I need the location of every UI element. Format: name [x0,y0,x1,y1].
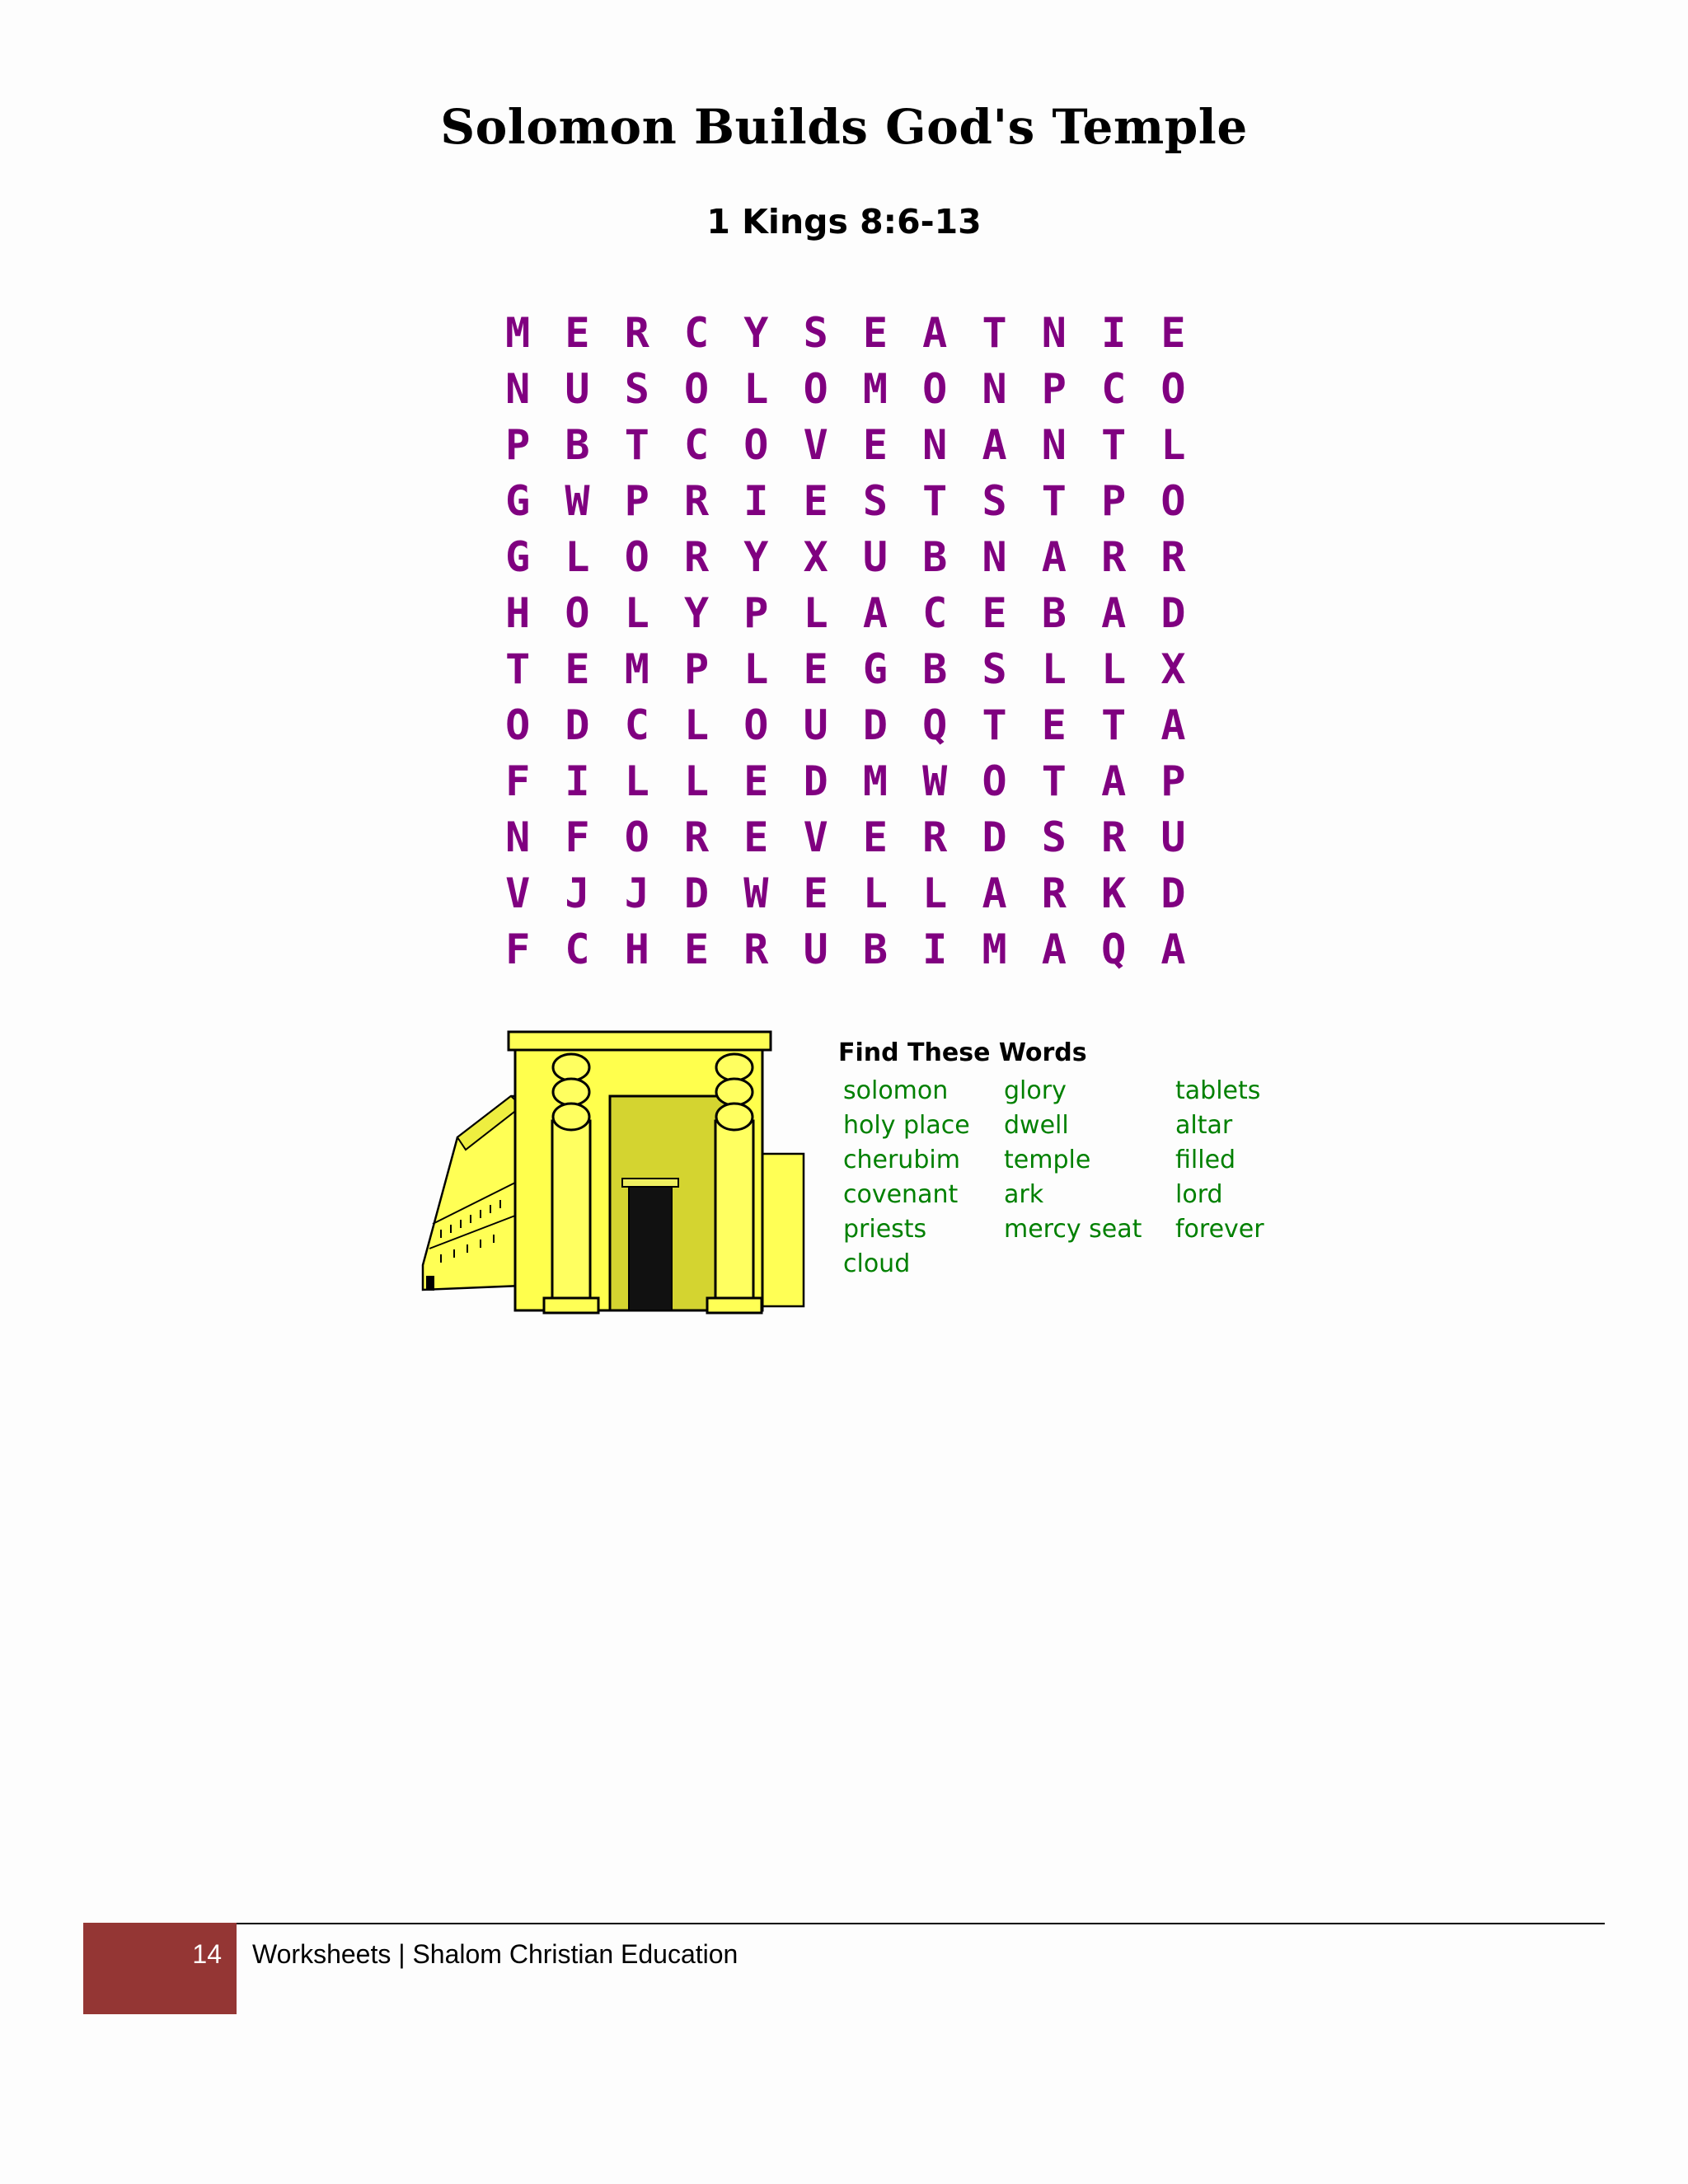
grid-letter: A [1041,926,1067,973]
word-list-item: temple [1004,1146,1091,1174]
grid-letter: B [565,421,590,469]
grid-letter: U [803,701,828,749]
grid-letter: N [922,421,948,469]
grid-letter: F [565,813,590,861]
grid-letter: X [803,533,828,581]
grid-letter: A [982,421,1007,469]
grid-letter: D [565,701,590,749]
grid-letter: O [1160,477,1186,525]
grid-letter: R [1101,533,1127,581]
grid-letter: A [1160,701,1186,749]
grid-letter: D [683,869,710,917]
word-list-columns [838,1074,1300,1282]
word-list-item: ark [1004,1180,1044,1209]
grid-letter: L [565,533,590,581]
word-list-item: filled [1175,1146,1236,1174]
grid-letter: T [982,309,1007,357]
grid-letter: D [862,701,888,749]
grid-letter: P [1160,757,1186,805]
grid-letter: O [922,365,948,413]
grid-letter: S [1041,813,1067,861]
grid-letter: R [1160,533,1186,581]
grid-letter: M [624,645,649,693]
footer-text: Worksheets | Shalom Christian Education [252,1939,738,1969]
grid-letter: A [1101,757,1127,805]
grid-letter: O [1160,365,1186,413]
grid-letter: P [743,589,769,637]
word-search-grid [488,305,1203,977]
grid-letter: M [862,365,888,413]
grid-letter: R [683,533,710,581]
page-title: Solomon Builds God's Temple [440,99,1248,155]
grid-row [488,809,1203,865]
grid-letter: P [1101,477,1127,525]
grid-letter: E [862,813,888,861]
grid-letter: E [803,645,828,693]
grid-letter: O [624,813,649,861]
grid-letter: W [922,757,948,805]
grid-letter: G [505,477,531,525]
grid-letter: D [803,757,828,805]
grid-letter: E [743,757,769,805]
word-list-item: altar [1175,1111,1233,1140]
grid-letter: T [505,645,531,693]
word-list-item: priests [843,1215,927,1244]
grid-letter: L [1041,645,1067,693]
grid-letter: O [743,701,769,749]
grid-letter: R [743,926,769,973]
word-list-item: covenant [843,1180,959,1209]
grid-letter: E [1160,309,1186,357]
grid-letter: E [743,813,769,861]
word-list-item: cloud [843,1249,911,1278]
word-list-item: lord [1175,1180,1223,1209]
grid-letter: O [803,365,828,413]
word-list [838,1038,1300,1282]
grid-letter: I [922,926,948,973]
grid-letter: R [1101,813,1127,861]
grid-letter: P [505,421,531,469]
grid-letter: O [982,757,1007,805]
grid-letter: N [1041,309,1067,357]
grid-letter: C [624,701,649,749]
grid-letter: N [982,365,1007,413]
grid-letter: U [565,365,590,413]
grid-letter: O [743,421,769,469]
grid-letter: G [862,645,888,693]
grid-letter: A [1101,589,1127,637]
grid-letter: P [1041,365,1067,413]
grid-letter: E [803,869,828,917]
grid-letter: S [624,365,649,413]
grid-letter: T [1101,701,1127,749]
grid-letter: U [803,926,828,973]
grid-letter: T [982,701,1007,749]
grid-letter: L [1101,645,1127,693]
grid-row [488,921,1203,977]
grid-letter: E [565,645,590,693]
grid-letter: D [1160,589,1186,637]
grid-letter: C [1101,365,1127,413]
grid-letter: N [982,533,1007,581]
grid-letter: E [1041,701,1067,749]
grid-letter: H [505,589,531,637]
grid-letter: R [1041,869,1067,917]
grid-letter: L [922,869,948,917]
grid-letter: Q [1101,926,1127,973]
temple-illustration-icon [416,1014,828,1323]
grid-letter: L [803,589,828,637]
word-list-item: mercy seat [1004,1215,1142,1244]
word-list-item: glory [1004,1076,1067,1105]
grid-row [488,585,1203,641]
grid-letter: L [683,701,710,749]
grid-letter: C [922,589,948,637]
grid-letter: E [862,421,888,469]
grid-letter: I [565,757,590,805]
grid-row [488,529,1203,585]
grid-letter: T [1041,757,1067,805]
grid-letter: Y [683,589,710,637]
grid-letter: L [743,645,769,693]
grid-letter: P [624,477,649,525]
grid-letter: D [1160,869,1186,917]
grid-letter: E [683,926,710,973]
grid-letter: B [1041,589,1067,637]
grid-letter: E [803,477,828,525]
grid-letter: T [1101,421,1127,469]
grid-letter: T [922,477,948,525]
grid-letter: E [862,309,888,357]
grid-letter: L [862,869,888,917]
grid-letter: B [922,645,948,693]
grid-letter: M [982,926,1007,973]
grid-row [488,753,1203,809]
grid-letter: C [683,309,710,357]
grid-letter: N [1041,421,1067,469]
grid-letter: O [505,701,531,749]
grid-letter: T [1041,477,1067,525]
grid-row [488,361,1203,417]
grid-letter: H [624,926,649,973]
grid-letter: A [862,589,888,637]
grid-letter: Y [743,309,769,357]
grid-row [488,473,1203,529]
grid-letter: C [565,926,590,973]
grid-letter: W [565,477,590,525]
grid-letter: U [862,533,888,581]
grid-letter: S [862,477,888,525]
grid-letter: O [683,365,710,413]
grid-letter: L [624,589,649,637]
grid-letter: M [505,309,531,357]
grid-letter: D [982,813,1007,861]
grid-letter: R [624,309,649,357]
grid-letter: N [505,813,531,861]
grid-letter: L [1160,421,1186,469]
grid-letter: I [743,477,769,525]
grid-letter: W [743,869,769,917]
grid-letter: S [803,309,828,357]
grid-letter: M [862,757,888,805]
grid-letter: I [1101,309,1127,357]
grid-letter: S [982,645,1007,693]
grid-letter: R [683,813,710,861]
grid-letter: L [683,757,710,805]
grid-letter: F [505,926,531,973]
grid-letter: Q [922,701,948,749]
scripture-reference: 1 Kings 8:6-13 [706,202,982,241]
grid-letter: P [683,645,710,693]
grid-letter: O [565,589,590,637]
grid-letter: V [505,869,531,917]
footer-divider [237,1923,1605,1924]
word-list-item [999,1247,1170,1282]
word-list-item [1170,1247,1294,1282]
grid-letter: B [862,926,888,973]
grid-letter: J [624,869,649,917]
grid-row [488,865,1203,921]
grid-letter: O [624,533,649,581]
grid-letter: K [1101,869,1127,917]
word-list-item: solomon [843,1076,949,1105]
grid-letter: A [1041,533,1067,581]
word-list-item: holy place [843,1111,970,1140]
grid-row [488,641,1203,697]
grid-letter: C [683,421,710,469]
grid-letter: V [803,421,828,469]
grid-row [488,697,1203,753]
grid-letter: E [982,589,1007,637]
grid-row [488,305,1203,361]
grid-letter: L [743,365,769,413]
grid-letter: E [565,309,590,357]
grid-letter: G [505,533,531,581]
grid-letter: F [505,757,531,805]
grid-letter: A [982,869,1007,917]
grid-letter: B [922,533,948,581]
grid-letter: J [565,869,590,917]
word-list-item: cherubim [843,1146,960,1174]
grid-letter: N [505,365,531,413]
grid-letter: A [922,309,948,357]
grid-row [488,417,1203,473]
word-list-item: dwell [1004,1111,1069,1140]
grid-letter: S [982,477,1007,525]
grid-letter: X [1160,645,1186,693]
word-list-item: tablets [1175,1076,1261,1105]
grid-letter: U [1160,813,1186,861]
grid-letter: V [803,813,828,861]
grid-letter: L [624,757,649,805]
grid-letter: A [1160,926,1186,973]
grid-letter: T [624,421,649,469]
grid-letter: Y [743,533,769,581]
word-list-item: forever [1175,1215,1264,1244]
page-number: 14 [192,1939,222,1969]
grid-letter: R [683,477,710,525]
word-list-heading: Find These Words [838,1038,1087,1067]
grid-letter: R [922,813,948,861]
